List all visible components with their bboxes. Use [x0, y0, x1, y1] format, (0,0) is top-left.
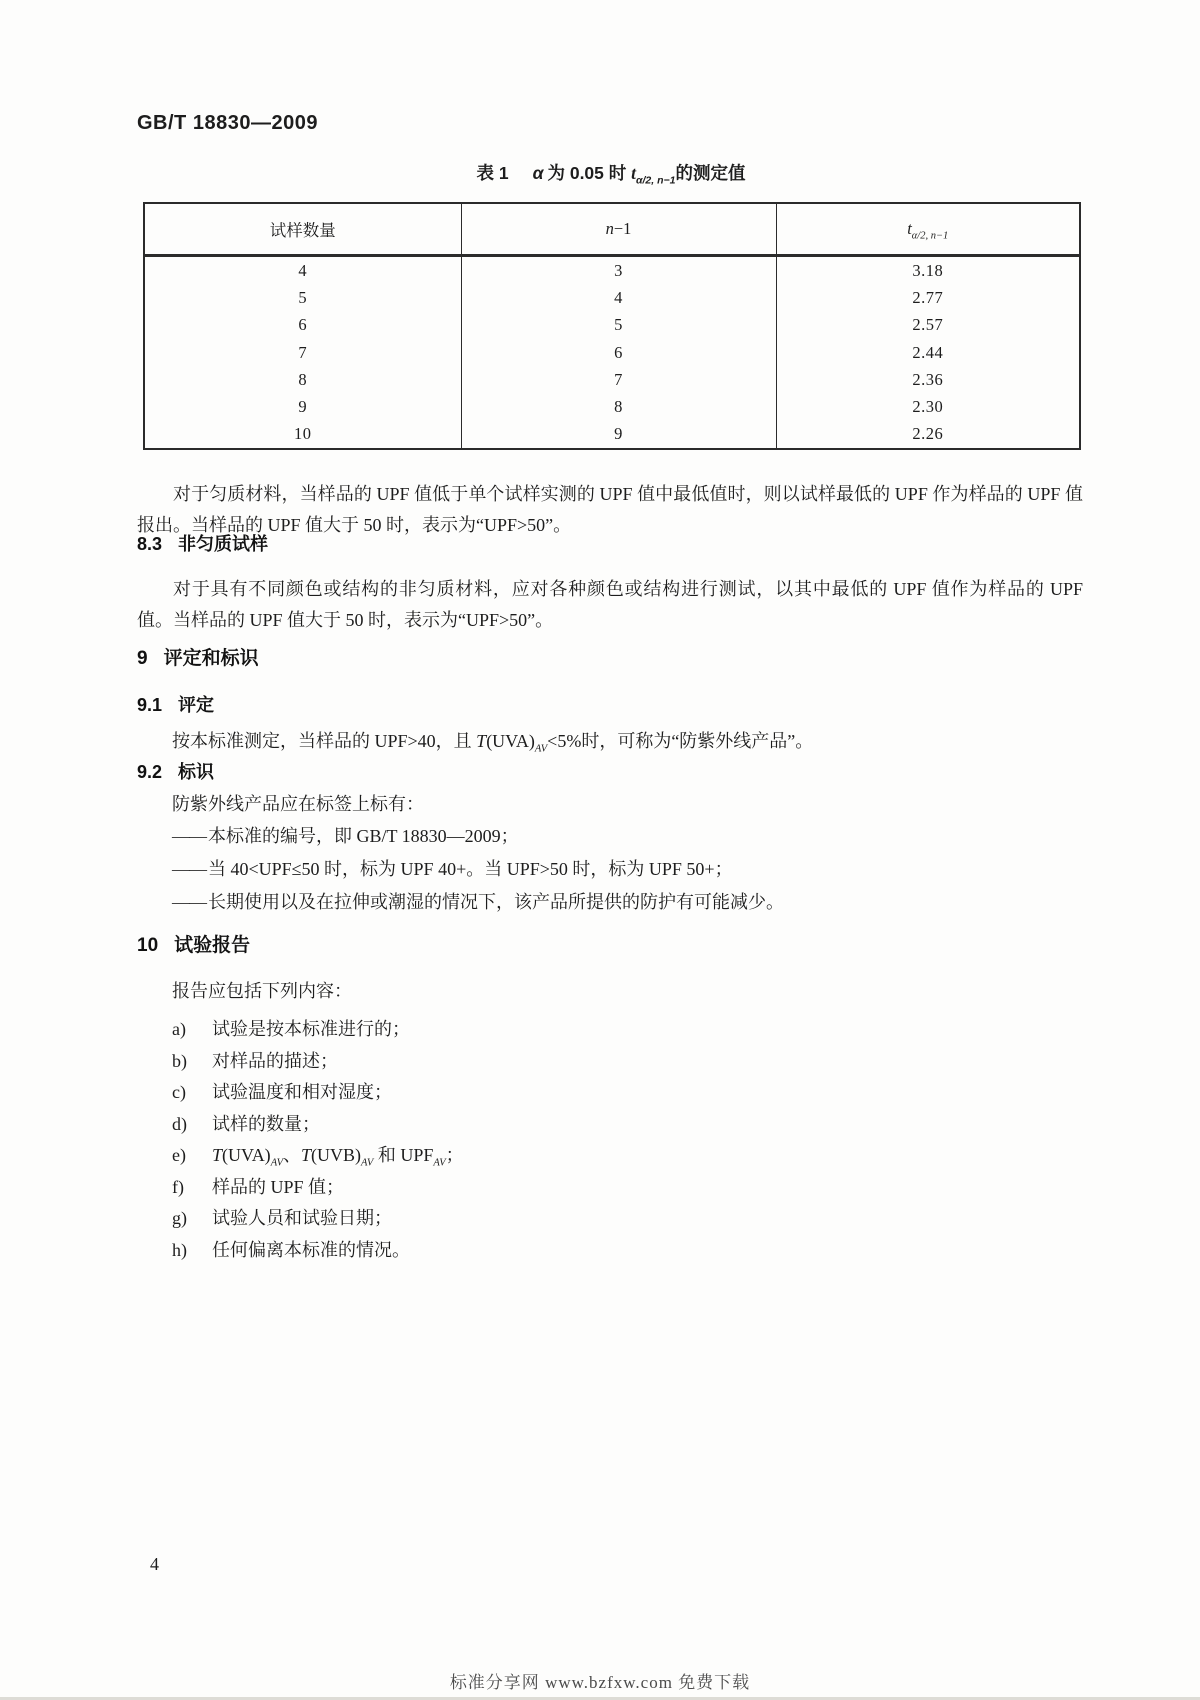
table-header-row — [144, 203, 1080, 256]
table-row: 7 6 2.44 — [144, 339, 1080, 366]
section-title: 标识 — [178, 762, 215, 782]
t-subscript: α/2, n−1 — [636, 174, 676, 187]
item-label: b) — [172, 1050, 187, 1071]
table-caption — [143, 160, 1079, 185]
section-heading-10 — [137, 930, 250, 957]
list-item: d) 试样的数量； — [172, 1109, 464, 1141]
section-heading-9-1 — [137, 691, 214, 717]
list-item: —— 长期使用以及在拉伸或潮湿的情况下，该产品所提供的防护有可能减少。 — [172, 892, 784, 912]
item-label: e) — [172, 1145, 186, 1165]
item-label: d) — [172, 1113, 187, 1134]
table-row: 4 3 3.18 — [144, 256, 1080, 285]
table-header-sample-count: 试样数量 — [144, 203, 461, 256]
footer-url: www.bzfxw.com — [545, 1673, 673, 1692]
dash-marker: —— — [172, 892, 206, 912]
section-heading-9-2 — [137, 758, 214, 784]
alpha-symbol: α — [532, 163, 544, 183]
list-item: h) 任何偏离本标准的情况。 — [172, 1235, 464, 1267]
table-row: 8 7 2.36 — [144, 366, 1080, 393]
list-item: b) 对样品的描述； — [172, 1046, 464, 1078]
AV-subscript: AV — [534, 743, 548, 755]
page-number: 4 — [150, 1554, 159, 1574]
section-heading-8-3 — [137, 530, 268, 556]
dash-marker: —— — [172, 826, 206, 846]
report-items-list — [172, 1014, 464, 1266]
table-row: 6 5 2.57 — [144, 312, 1080, 339]
T-variable: T — [476, 731, 487, 751]
section-heading-9 — [137, 643, 259, 670]
section-number: 8.3 — [137, 534, 163, 554]
list-item: f) 样品的 UPF 值； — [172, 1172, 464, 1204]
table-caption-label: 表 1 — [476, 163, 509, 183]
table-row: 5 4 2.77 — [144, 285, 1080, 312]
table-header-t-value: $t_{\alpha/2, n-1}$ — [776, 203, 1080, 256]
list-item: c) 试验温度和相对湿度； — [172, 1077, 464, 1109]
item-label: f) — [172, 1176, 184, 1197]
item-label: a) — [172, 1019, 186, 1039]
paragraph-rating: 按本标准测定，当样品的 UPF>40，且 $T(UVA)_{AV}<5\%$时，可称为“防紫外线产品”。 — [172, 731, 814, 755]
label-requirements-list — [172, 820, 784, 919]
label-intro: 防紫外线产品应在标签上标有： — [172, 794, 424, 814]
dash-marker: —— — [172, 859, 206, 879]
section-number: 9.1 — [137, 695, 163, 715]
footer-site-name: 标准分享网 — [449, 1673, 540, 1692]
list-item: —— 当 40<UPF≤50 时，标为 UPF 40+。当 UPF>50 时，标为 UPF 50+； — [172, 859, 733, 879]
watermark-footer — [0, 1668, 1200, 1693]
item-label: h) — [172, 1239, 187, 1260]
section-number: 9.2 — [137, 762, 163, 782]
list-item: e) $T(UVA)_{AV}$、$T(UVB)_{AV}$ 和 $UPF_{AV}$； — [172, 1140, 464, 1172]
section-number: 9 — [137, 648, 148, 669]
item-label: c) — [172, 1082, 186, 1102]
t-variable: t — [631, 163, 636, 183]
table-row: 9 8 2.30 — [144, 393, 1080, 420]
table-header-n-minus-1: n−1 — [461, 203, 776, 256]
list-item: a) 试验是按本标准进行的； — [172, 1014, 464, 1046]
table-caption-post: 的测定值 — [675, 163, 746, 183]
section-title: 试验报告 — [174, 935, 251, 956]
section-title: 评定和标识 — [163, 648, 259, 669]
section-number: 10 — [137, 935, 159, 956]
report-intro: 报告应包括下列内容： — [172, 981, 352, 1001]
table-1 — [143, 202, 1081, 450]
standard-number: GB/T 18830—2009 — [137, 112, 318, 134]
paragraph-homogeneous: 对于匀质材料，当样品的 UPF 值低于单个试样实测的 UPF 值中最低值时，则以试样最低的 UPF 作为样品的 UPF 值报出。当样品的 UPF 值大于 50 时，表示为“UPF>50”。 — [137, 484, 1083, 535]
section-title: 评定 — [178, 695, 215, 715]
table-caption-mid: 为 0.05 时 — [547, 163, 632, 183]
footer-note: 免费下载 — [678, 1673, 751, 1692]
paragraph-heterogeneous: 对于具有不同颜色或结构的非匀质材料，应对各种颜色或结构进行测试，以其中最低的 UPF 值作为样品的 UPF 值。当样品的 UPF 值大于 50 时，表示为“UPF>50”。 — [137, 579, 1083, 630]
table-row: 10 9 2.26 — [144, 420, 1080, 449]
list-item: g) 试验人员和试验日期； — [172, 1203, 464, 1235]
item-label: g) — [172, 1208, 187, 1228]
list-item: —— 本标准的编号，即 GB/T 18830—2009； — [172, 826, 519, 846]
section-title: 非匀质试样 — [178, 534, 269, 554]
